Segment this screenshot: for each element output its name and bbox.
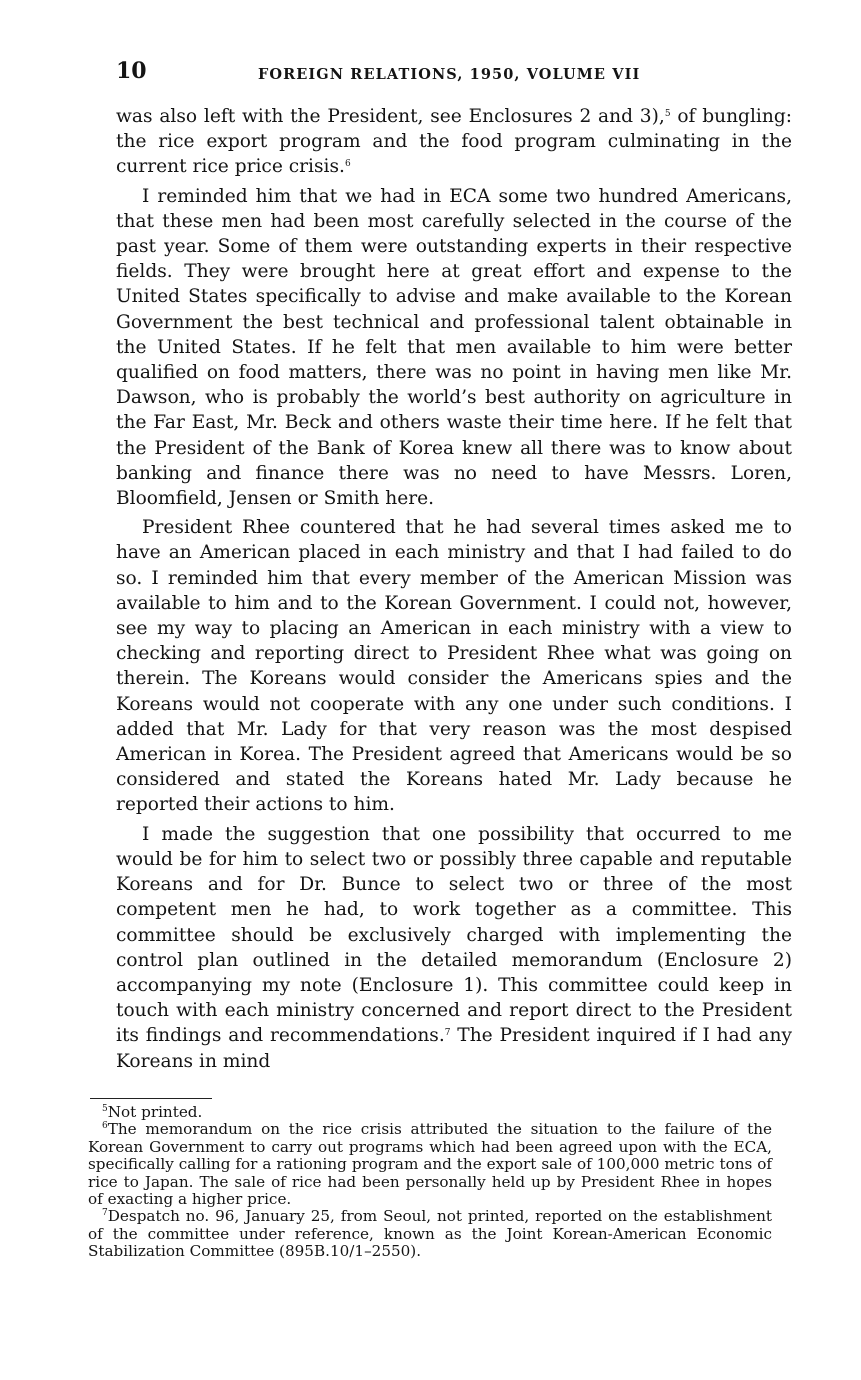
footnote-5-mark: 5: [102, 1104, 108, 1114]
paragraph-4-part-b: The President inquired if I had any Koreans in mind: [116, 1025, 792, 1072]
page-header: [116, 58, 800, 92]
footnote-6-text: The memorandum on the rice crisis attributed the situation to the failure of the Korean Government to carry out programs which had been agreed upon with the ECA, specifically calling for a rationing program and the export sale of 100,000 metric tons of rice to Japan. The sale of rice had been personally held up by President Rhee in hopes of exacting a higher price.: [88, 1120, 772, 1209]
footnote-ref-7: 7: [444, 1028, 451, 1039]
footnotes: [88, 1104, 772, 1261]
paragraph-4-part-a: I made the suggestion that one possibility that occurred to me would be for him to select two or possibly three capable and reputable Koreans and for Dr. Bunce to select two or three of the most competent men he had, to work together as a committee. This committee should be exclusively charged with implementing the control plan outlined in the detailed memorandum (Enclosure 2) accompanying my note (Enclosure 1). This committee could keep in touch with each ministry concerned and report direct to the President its findings and recommendations.: [116, 823, 792, 1047]
footnote-ref-6: 6: [344, 159, 351, 170]
footnote-ref-5: 5: [664, 109, 671, 119]
paragraph-4: [116, 822, 792, 1074]
footnote-5: [88, 1104, 772, 1121]
paragraph-1-part-b: of bungling: the rice export program and the food program culminating in the current rice price crisis.: [116, 106, 792, 178]
footnote-7: [88, 1208, 772, 1260]
paragraph-3: President Rhee countered that he had several times asked me to have an American placed in each ministry and that I had failed to do so. I reminded him that every member of the American Mission was available to him and to the Korean Government. I could not, however, see my way to placing an American in each ministry with a view to checking and reporting direct to President Rhee what was going on therein. The Koreans would consider the Americans spies and the Koreans would not cooperate with any one under such conditions. I added that Mr. Lady for that very reason was the most despised American in Korea. The President agreed that Americans would be so considered and stated the Koreans hated Mr. Lady because he reported their actions to him.: [116, 517, 792, 816]
footnote-7-text: Despatch no. 96, January 25, from Seoul, not printed, reported on the establishment of the committee under reference, known as the Joint Korean-American Economic Stabilization Committee (895B.10/1–2550).: [88, 1207, 772, 1261]
paragraph-continued: [116, 104, 792, 180]
footnote-6: [88, 1121, 772, 1208]
footnote-6-mark: 6: [102, 1121, 108, 1132]
footnote-divider: [90, 1098, 212, 1099]
paragraph-2: I reminded him that we had in ECA some two hundred Americans, that these men had been most carefully selected in the course of the past year. Some of them were outstanding experts in their respective fields. They were brought here at great effort and expense to the United States specifically to advise and make available to the Korean Government the best technical and professional talent obtainable in the United States. If he felt that men available to him were better qualified on food matters, there was no point in having men like Mr. Dawson, who is probably the world’s best authority on agriculture in the Far East, Mr. Beck and others waste their time here. If he felt that the President of the Bank of Korea knew all there was to know about banking and finance there was no need to have Messrs. Loren, Bloomfield, Jensen or Smith here.: [116, 185, 792, 510]
footnote-7-mark: 7: [102, 1208, 108, 1219]
body-text: [116, 104, 792, 1074]
page-number: 10: [116, 58, 147, 84]
running-head: FOREIGN RELATIONS, 1950, VOLUME VII: [258, 66, 641, 83]
paragraph-1-part-a: was also left with the President, see Enclosures 2 and 3),: [116, 106, 665, 127]
footnote-5-text: Not printed.: [107, 1103, 203, 1121]
